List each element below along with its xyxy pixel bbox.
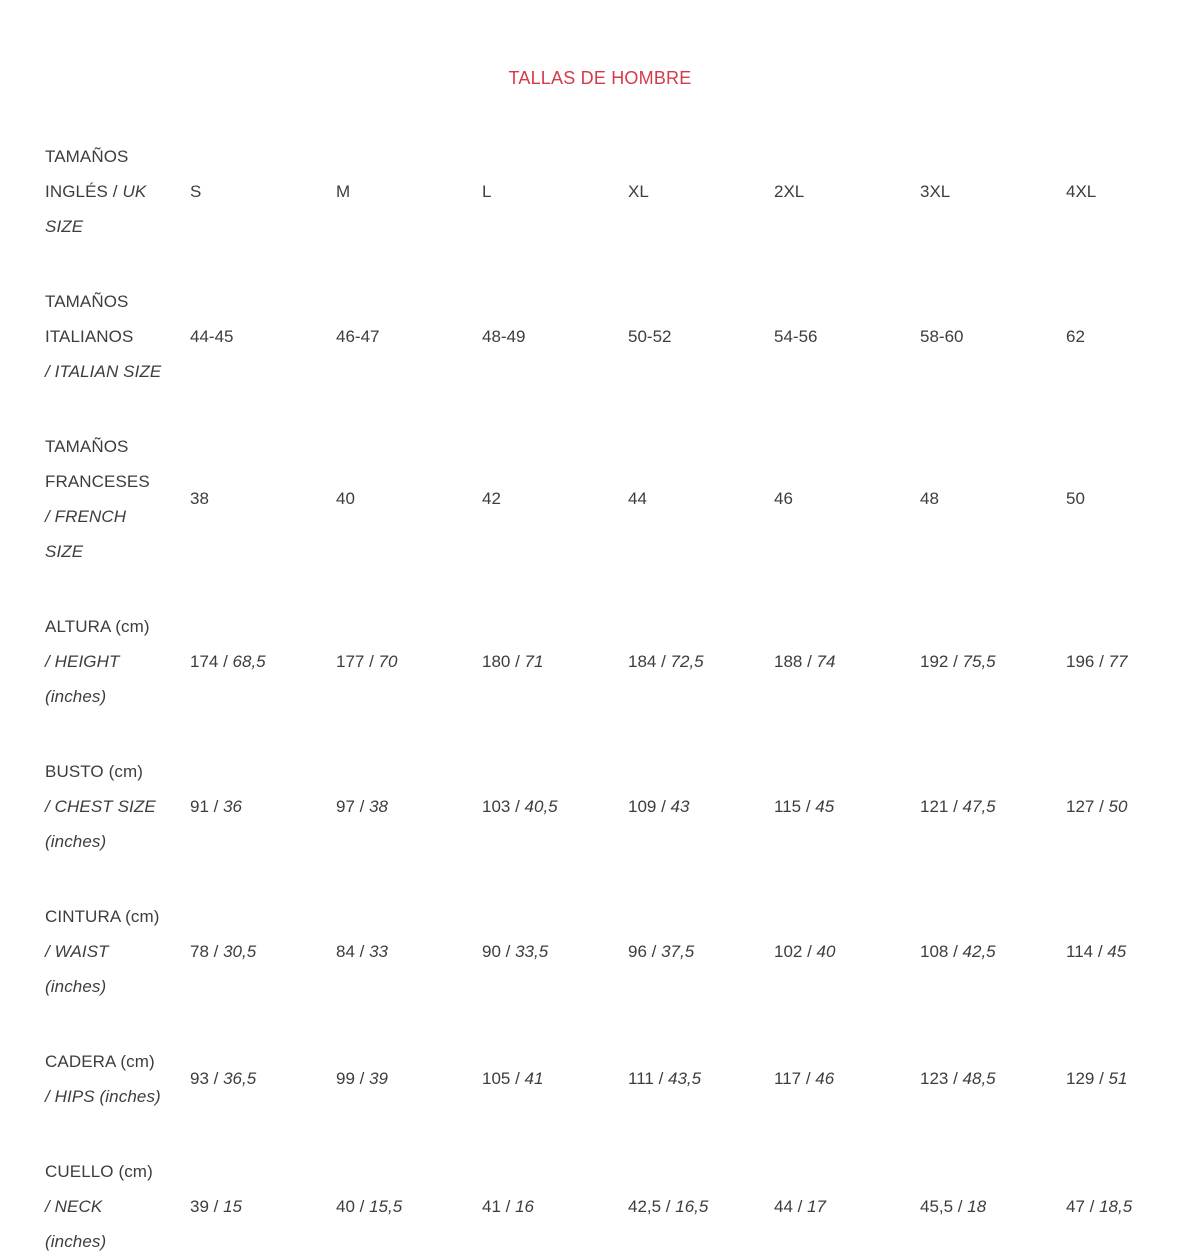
text-segment: 123 / <box>920 1069 963 1088</box>
row-label-line <box>45 1154 190 1189</box>
text-segment: 39 / <box>190 1196 224 1216</box>
size-value-cell <box>190 1196 336 1218</box>
text-segment: 58-60 <box>920 326 964 346</box>
text-segment: 75,5 <box>962 651 996 671</box>
size-value-cell <box>190 1068 336 1090</box>
text-segment: 44 / <box>774 1196 808 1216</box>
text-segment: 111 / <box>628 1069 669 1088</box>
size-value-cell <box>336 796 482 818</box>
text-segment: 3XL <box>920 181 951 201</box>
text-segment: 46-47 <box>336 326 380 346</box>
size-value-cell <box>774 941 920 963</box>
text-segment: 180 / <box>482 651 525 671</box>
size-value-cell <box>774 651 920 673</box>
text-segment: 78 / <box>190 941 224 961</box>
row-label <box>45 1044 190 1114</box>
row-label-line <box>45 354 190 389</box>
text-segment: 115 / <box>774 796 816 816</box>
text-segment: 97 / <box>336 796 370 816</box>
row-label <box>45 754 190 859</box>
text-segment: / HIPS (inches) <box>45 1087 161 1106</box>
size-row-italian-size <box>45 284 1200 389</box>
text-segment: CADERA (cm) <box>45 1052 155 1071</box>
row-label <box>45 139 190 244</box>
text-segment: INGLÉS / <box>45 182 123 201</box>
text-segment: 51 <box>1108 1069 1128 1088</box>
size-value-cell <box>920 941 1066 963</box>
size-value-cell <box>482 1196 628 1218</box>
text-segment: 33,5 <box>515 941 549 961</box>
text-segment: 184 / <box>628 651 671 671</box>
text-segment: 50 <box>1066 489 1085 508</box>
text-segment: TAMAÑOS <box>45 437 129 456</box>
row-label-line <box>45 1224 190 1259</box>
size-row-neck <box>45 1154 1200 1259</box>
size-value-cell <box>190 651 336 673</box>
size-value-cell <box>920 796 1066 818</box>
text-segment: 91 / <box>190 796 224 816</box>
size-value-cell <box>628 1068 774 1090</box>
size-value-cell <box>336 488 482 510</box>
text-segment: 45 <box>1107 941 1127 961</box>
row-label-line <box>45 139 190 174</box>
text-segment: 18,5 <box>1099 1196 1133 1216</box>
text-segment: 50-52 <box>628 326 672 346</box>
text-segment: TAMAÑOS <box>45 292 129 311</box>
size-value-cell <box>482 181 628 203</box>
text-segment: TAMAÑOS <box>45 147 129 166</box>
size-value-cell <box>190 181 336 203</box>
row-label-line <box>45 934 190 969</box>
row-label-line <box>45 429 190 464</box>
text-segment: 129 / <box>1066 1069 1109 1088</box>
row-label-line <box>45 174 190 209</box>
size-value-cell <box>628 1196 774 1218</box>
text-segment: / NECK <box>45 1197 103 1216</box>
size-row-height <box>45 609 1200 714</box>
row-label-line <box>45 1189 190 1224</box>
row-label-line <box>45 319 190 354</box>
text-segment: SIZE <box>45 542 84 561</box>
size-value-cell <box>336 1068 482 1090</box>
text-segment: 121 / <box>920 796 963 816</box>
size-value-cell <box>1066 181 1200 203</box>
text-segment: 196 / <box>1066 651 1109 671</box>
text-segment: 44-45 <box>190 326 234 346</box>
text-segment: 109 / <box>628 796 671 816</box>
text-segment: 37,5 <box>661 941 695 961</box>
row-label-line <box>45 754 190 789</box>
text-segment: 117 / <box>774 1069 816 1088</box>
text-segment: XL <box>628 181 649 201</box>
text-segment: 40,5 <box>524 796 558 816</box>
text-segment: 50 <box>1108 796 1128 816</box>
text-segment: 102 / <box>774 941 817 961</box>
size-value-cell <box>920 326 1066 348</box>
row-label-line <box>45 499 190 534</box>
size-value-cell <box>482 1068 628 1090</box>
size-value-cell <box>1066 651 1200 673</box>
size-value-cell <box>1066 941 1200 963</box>
row-label-line <box>45 789 190 824</box>
size-value-cell <box>628 651 774 673</box>
size-value-cell <box>774 796 920 818</box>
size-value-cell <box>920 651 1066 673</box>
row-label-line <box>45 1079 190 1114</box>
text-segment: 48,5 <box>962 1069 996 1088</box>
size-value-cell <box>190 326 336 348</box>
size-value-cell <box>920 1068 1066 1090</box>
text-segment: 36 <box>223 796 243 816</box>
text-segment: 16,5 <box>675 1196 709 1216</box>
size-value-cell <box>1066 488 1200 510</box>
size-value-cell <box>190 941 336 963</box>
text-segment: 15,5 <box>369 1196 403 1216</box>
size-value-cell <box>336 651 482 673</box>
size-value-cell <box>628 326 774 348</box>
text-segment: 44 <box>628 489 647 508</box>
text-segment: / FRENCH <box>45 507 127 526</box>
size-value-cell <box>336 326 482 348</box>
row-label-line <box>45 899 190 934</box>
text-segment: 108 / <box>920 941 963 961</box>
text-segment: 99 / <box>336 1069 370 1088</box>
size-row-french-size <box>45 429 1200 569</box>
text-segment: S <box>190 181 202 201</box>
text-segment: 40 <box>336 489 355 508</box>
row-label-line <box>45 644 190 679</box>
size-row-chest <box>45 754 1200 859</box>
text-segment: 127 / <box>1066 796 1109 816</box>
size-value-cell <box>482 796 628 818</box>
text-segment: 40 <box>816 941 836 961</box>
text-segment: 47,5 <box>962 796 996 816</box>
size-value-cell <box>190 796 336 818</box>
row-label-line <box>45 464 190 499</box>
text-segment: 72,5 <box>670 651 704 671</box>
row-label-line <box>45 969 190 1004</box>
text-segment: L <box>482 181 492 201</box>
text-segment: ITALIANOS <box>45 327 134 346</box>
size-row-hips <box>45 1044 1200 1114</box>
size-value-cell <box>482 326 628 348</box>
text-segment: 96 / <box>628 941 662 961</box>
text-segment: 46 <box>815 1069 835 1088</box>
text-segment: (inches) <box>45 832 107 851</box>
size-value-cell <box>482 488 628 510</box>
text-segment: 54-56 <box>774 326 818 346</box>
text-segment: 40 / <box>336 1196 370 1216</box>
size-value-cell <box>190 488 336 510</box>
size-value-cell <box>1066 1196 1200 1218</box>
text-segment: 192 / <box>920 651 963 671</box>
text-segment: 188 / <box>774 651 817 671</box>
text-segment: 48 <box>920 489 939 508</box>
text-segment: 45 <box>815 796 835 816</box>
text-segment: 18 <box>967 1196 987 1216</box>
text-segment: 4XL <box>1066 181 1097 201</box>
text-segment: 43 <box>670 796 690 816</box>
text-segment: / ITALIAN SIZE <box>45 362 162 381</box>
text-segment: 30,5 <box>223 941 257 961</box>
size-value-cell <box>482 651 628 673</box>
row-label-line <box>45 209 190 244</box>
size-value-cell <box>336 1196 482 1218</box>
page-title: TALLAS DE HOMBRE <box>508 68 692 88</box>
text-segment: 105 / <box>482 1069 525 1088</box>
text-segment: 45,5 / <box>920 1196 968 1216</box>
text-segment: SIZE <box>45 217 84 236</box>
text-segment: / CHEST SIZE <box>45 797 156 816</box>
size-value-cell <box>1066 796 1200 818</box>
text-segment: / HEIGHT <box>45 652 120 671</box>
text-segment: CUELLO (cm) <box>45 1162 153 1181</box>
size-value-cell <box>1066 1068 1200 1090</box>
text-segment: (inches) <box>45 1232 107 1251</box>
text-segment: 174 / <box>190 651 233 671</box>
size-value-cell <box>920 1196 1066 1218</box>
size-value-cell <box>774 1068 920 1090</box>
text-segment: 33 <box>369 941 389 961</box>
text-segment: 71 <box>524 651 544 671</box>
text-segment: (inches) <box>45 977 107 996</box>
text-segment: (inches) <box>45 687 107 706</box>
size-value-cell <box>1066 326 1200 348</box>
text-segment: 39 <box>369 1069 389 1088</box>
size-value-cell <box>774 488 920 510</box>
size-value-cell <box>628 796 774 818</box>
row-label <box>45 1154 190 1259</box>
text-segment: 36,5 <box>223 1069 257 1088</box>
size-value-cell <box>628 941 774 963</box>
text-segment: 41 <box>524 1069 544 1088</box>
row-label-line <box>45 679 190 714</box>
size-value-cell <box>628 488 774 510</box>
size-row-uk-size <box>45 139 1200 244</box>
text-segment: 43,5 <box>668 1069 702 1088</box>
row-label-line <box>45 284 190 319</box>
text-segment: 62 <box>1066 326 1085 346</box>
text-segment: FRANCESES <box>45 472 150 491</box>
text-segment: 47 / <box>1066 1196 1100 1216</box>
size-row-waist <box>45 899 1200 1004</box>
text-segment: 15 <box>223 1196 243 1216</box>
size-value-cell <box>336 181 482 203</box>
text-segment: 17 <box>807 1196 827 1216</box>
text-segment: 48-49 <box>482 326 526 346</box>
text-segment: 68,5 <box>232 651 266 671</box>
text-segment: UK <box>122 182 147 201</box>
text-segment: 177 / <box>336 651 379 671</box>
size-value-cell <box>628 181 774 203</box>
text-segment: 2XL <box>774 181 805 201</box>
text-segment: 42,5 / <box>628 1196 676 1216</box>
row-label-line <box>45 534 190 569</box>
row-label-line <box>45 609 190 644</box>
size-value-cell <box>774 326 920 348</box>
text-segment: 46 <box>774 489 793 508</box>
size-table <box>45 139 1200 1259</box>
text-segment: 38 <box>190 489 209 508</box>
text-segment: 38 <box>369 796 389 816</box>
row-label <box>45 429 190 569</box>
text-segment: 77 <box>1108 651 1128 671</box>
size-value-cell <box>774 181 920 203</box>
size-value-cell <box>920 181 1066 203</box>
text-segment: 84 / <box>336 941 370 961</box>
size-value-cell <box>920 488 1066 510</box>
text-segment: 41 / <box>482 1196 516 1216</box>
row-label <box>45 899 190 1004</box>
text-segment: 70 <box>378 651 398 671</box>
text-segment: 93 / <box>190 1069 224 1088</box>
row-label-line <box>45 1044 190 1079</box>
text-segment: 42,5 <box>962 941 996 961</box>
text-segment: 74 <box>816 651 836 671</box>
text-segment: M <box>336 181 351 201</box>
text-segment: CINTURA (cm) <box>45 907 160 926</box>
text-segment: 114 / <box>1066 941 1108 961</box>
row-label <box>45 284 190 389</box>
row-label-line <box>45 824 190 859</box>
text-segment: 16 <box>515 1196 535 1216</box>
text-segment: / WAIST <box>45 942 109 961</box>
size-value-cell <box>482 941 628 963</box>
text-segment: BUSTO (cm) <box>45 762 143 781</box>
row-label <box>45 609 190 714</box>
text-segment: ALTURA (cm) <box>45 617 150 636</box>
text-segment: 90 / <box>482 941 516 961</box>
size-value-cell <box>336 941 482 963</box>
text-segment: 42 <box>482 489 501 508</box>
text-segment: 103 / <box>482 796 525 816</box>
size-value-cell <box>774 1196 920 1218</box>
